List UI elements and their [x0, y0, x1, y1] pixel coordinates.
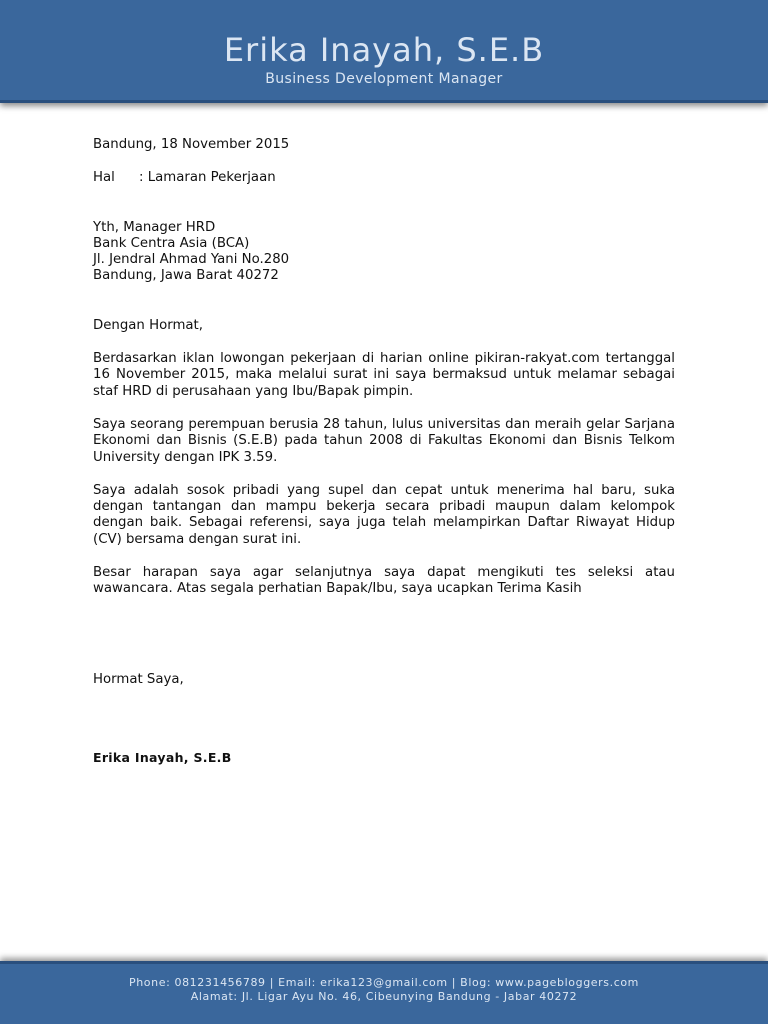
letter-paragraph: Besar harapan saya agar selanjutnya saya dapat mengikuti tes seleksi atau wawancara. Atas segala perhatian Bapak/Ibu, saya ucapkan Terima Kasih — [93, 565, 675, 597]
letter-paragraph: Saya adalah sosok pribadi yang supel dan cepat untuk menerima hal baru, suka dengan tantangan dan mampu bekerja secara pribadi maupun dalam kelompok dengan baik. Sebagai referensi, saya juga telah melampirkan Daftar Riwayat Hidup (CV) bersama dengan surat ini. — [93, 482, 675, 547]
letter-greeting: Dengan Hormat, — [93, 317, 203, 333]
letter-body — [93, 137, 675, 766]
letterhead-footer — [0, 961, 768, 1024]
applicant-name: Erika Inayah, S.E.B — [223, 31, 545, 69]
signer-name: Erika Inayah, S.E.B — [93, 749, 232, 765]
letter-closing: Hormat Saya, — [93, 671, 184, 687]
recipient-line: Bank Centra Asia (BCA) — [93, 235, 250, 251]
recipient-address — [93, 220, 675, 285]
footer-contact: Phone: 081231456789 | Email: erika123@gmail.com | Blog: www.pagebloggers.com — [129, 976, 639, 989]
subject-label: Hal — [93, 170, 115, 186]
letter-subject — [93, 170, 675, 186]
letter-paragraph: Berdasarkan iklan lowongan pekerjaan di harian online pikiran-rakyat.com tertanggal 16 November 2015, maka melalui surat ini saya bermaksud untuk melamar sebagai staf HRD di perusahaan yang Ibu/Bapak pimpin. — [93, 351, 675, 399]
subject-value: : Lamaran Pekerjaan — [139, 170, 276, 186]
recipient-line: Bandung, Jawa Barat 40272 — [93, 268, 279, 284]
letter-paragraph: Saya seorang perempuan berusia 28 tahun, lulus universitas dan meraih gelar Sarjana Ekonomi dan Bisnis (S.E.B) pada tahun 2008 di Fakultas Ekonomi dan Bisnis Telkom University dengan IPK 3.59. — [93, 416, 675, 465]
recipient-line: Jl. Jendral Ahmad Yani No.280 — [93, 252, 290, 268]
letter-date: Bandung, 18 November 2015 — [93, 137, 290, 152]
letterhead-header — [0, 0, 768, 103]
recipient-line: Yth, Manager HRD — [93, 219, 216, 235]
applicant-role: Business Development Manager — [265, 71, 503, 87]
footer-address: Alamat: Jl. Ligar Ayu No. 46, Cibeunying Bandung - Jabar 40272 — [190, 990, 578, 1003]
